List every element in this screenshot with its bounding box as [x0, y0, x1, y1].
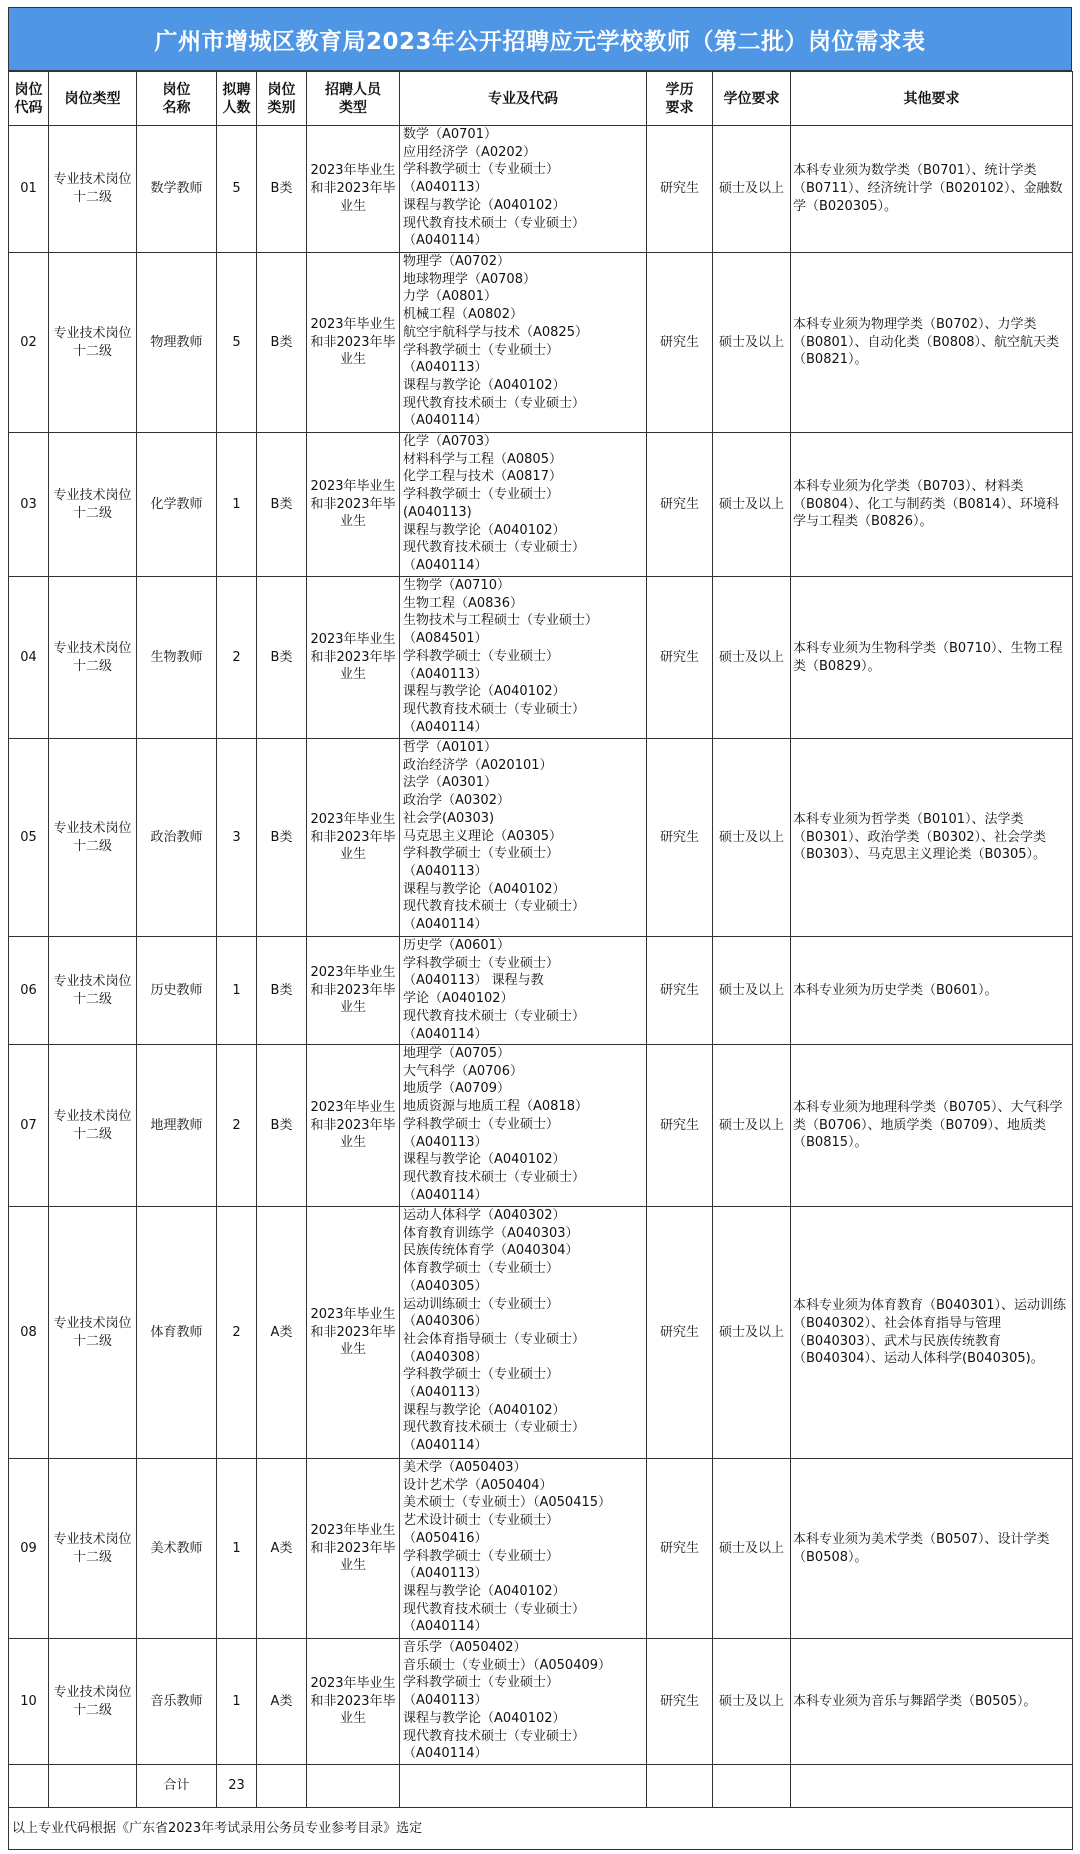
position-type-cell: 专业技术岗位十二级	[49, 577, 137, 739]
column-header-line: 学位要求	[723, 90, 780, 107]
column-header-line: 专业及代码	[488, 90, 558, 107]
personnel-type-cell: 2023年毕业生和非2023年毕业生	[307, 1459, 400, 1639]
degree-requirement-cell: 硕士及以上	[713, 126, 791, 253]
table-row	[9, 253, 1073, 433]
majors-and-codes-cell: 地理学（A0705） 大气科学（A0706） 地质学（A0709） 地质资源与地质工程（A0818） 学科教学硕士（专业硕士） （A040113） 课程与教学论（A040102） 现代教育技术硕士（专业硕士） （A040114）	[400, 1045, 647, 1207]
column-header-line: 代码	[14, 99, 43, 116]
degree-requirement-cell: 硕士及以上	[713, 937, 791, 1045]
other-requirements-cell: 本科专业须为哲学类（B0101）、法学类（B0301）、政治学类（B0302）、社会学类（B0303）、马克思主义理论类（B0305）。	[791, 739, 1073, 937]
table-row	[9, 126, 1073, 253]
degree-requirement-cell: 硕士及以上	[713, 433, 791, 577]
position-type-cell: 专业技术岗位十二级	[49, 433, 137, 577]
column-header-line: 招聘人员	[325, 81, 381, 98]
education-requirement-cell: 研究生	[647, 433, 713, 577]
degree-requirement-cell: 硕士及以上	[713, 1639, 791, 1765]
column-header-line: 类型	[339, 99, 367, 116]
personnel-type-cell: 2023年毕业生和非2023年毕业生	[307, 739, 400, 937]
position-name-cell: 政治教师	[137, 739, 217, 937]
table-row	[9, 433, 1073, 577]
other-requirements-cell: 本科专业须为体育教育（B040301）、运动训练（B040302）、社会体育指导与管理（B040303）、武术与民族传统教育（B040304）、运动人体科学(B040305)。	[791, 1207, 1073, 1459]
education-requirement-cell: 研究生	[647, 1207, 713, 1459]
table-row	[9, 1459, 1073, 1639]
position-type-cell: 专业技术岗位十二级	[49, 1639, 137, 1765]
other-requirements-cell: 本科专业须为生物科学类（B0710）、生物工程类（B0829）。	[791, 577, 1073, 739]
position-code-cell: 05	[9, 739, 49, 937]
table-row	[9, 577, 1073, 739]
majors-and-codes-cell: 生物学（A0710） 生物工程（A0836） 生物技术与工程硕士（专业硕士） （A084501） 学科教学硕士（专业硕士） （A040113） 课程与教学论（A040102） 现代教育技术硕士（专业硕士） （A040114）	[400, 577, 647, 739]
majors-and-codes-cell: 物理学（A0702） 地球物理学（A0708） 力学（A0801） 机械工程（A0802） 航空宇航科学与技术（A0825） 学科教学硕士（专业硕士） （A040113） 课程与教学论（A040102） 现代教育技术硕士（专业硕士） （A040114）	[400, 253, 647, 433]
position-code-cell: 01	[9, 126, 49, 253]
hire-count-cell: 3	[217, 739, 257, 937]
majors-and-codes-cell: 音乐学（A050402） 音乐硕士（专业硕士）（A050409） 学科教学硕士（专业硕士） （A040113） 课程与教学论（A040102） 现代教育技术硕士（专业硕士） （A040114）	[400, 1639, 647, 1765]
degree-requirement-cell: 硕士及以上	[713, 1459, 791, 1639]
position-category-cell: B类	[257, 1045, 307, 1207]
position-code-cell: 10	[9, 1639, 49, 1765]
total-row	[9, 1765, 1073, 1808]
position-type-cell: 专业技术岗位十二级	[49, 253, 137, 433]
majors-and-codes-cell: 哲学（A0101） 政治经济学（A020101） 法学（A0301） 政治学（A0302） 社会学(A0303) 马克思主义理论（A0305） 学科教学硕士（专业硕士） （A040113） 课程与教学论（A040102） 现代教育技术硕士（专业硕士） （A040114）	[400, 739, 647, 937]
column-header-line: 类别	[267, 99, 296, 116]
hire-count-cell: 1	[217, 433, 257, 577]
empty-cell	[713, 1765, 791, 1808]
column-header-line: 岗位	[14, 81, 43, 98]
column-header-line: 要求	[665, 99, 694, 116]
column-header-line: 岗位类型	[64, 90, 121, 107]
column-header	[791, 72, 1073, 126]
majors-and-codes-cell: 化学（A0703） 材料科学与工程（A0805） 化学工程与技术（A0817） 学科教学硕士（专业硕士） (A040113) 课程与教学论（A040102） 现代教育技术硕士（专业硕士） （A040114）	[400, 433, 647, 577]
degree-requirement-cell: 硕士及以上	[713, 577, 791, 739]
column-header-line: 学历	[665, 81, 694, 98]
education-requirement-cell: 研究生	[647, 253, 713, 433]
education-requirement-cell: 研究生	[647, 937, 713, 1045]
column-header-line: 拟聘	[222, 81, 251, 98]
other-requirements-cell: 本科专业须为物理学类（B0702）、力学类（B0801）、自动化类（B0808）、航空航天类（B0821）。	[791, 253, 1073, 433]
personnel-type-cell: 2023年毕业生和非2023年毕业生	[307, 1207, 400, 1459]
table-row	[9, 1207, 1073, 1459]
total-count: 23	[217, 1765, 257, 1808]
hire-count-cell: 1	[217, 1639, 257, 1765]
column-header	[307, 72, 400, 126]
majors-and-codes-cell: 美术学（A050403） 设计艺术学（A050404） 美术硕士（专业硕士）（A050415） 艺术设计硕士（专业硕士） （A050416） 学科教学硕士（专业硕士） （A040113） 课程与教学论（A040102） 现代教育技术硕士（专业硕士） （A040114）	[400, 1459, 647, 1639]
footnote: 以上专业代码根据《广东省2023年考试录用公务员专业参考目录》选定	[9, 1808, 1073, 1850]
empty-cell	[307, 1765, 400, 1808]
position-name-cell: 生物教师	[137, 577, 217, 739]
personnel-type-cell: 2023年毕业生和非2023年毕业生	[307, 937, 400, 1045]
empty-cell	[791, 1765, 1073, 1808]
column-header-line: 人数	[222, 99, 251, 116]
hire-count-cell: 5	[217, 126, 257, 253]
majors-and-codes-cell: 运动人体科学（A040302） 体育教育训练学（A040303） 民族传统体育学（A040304） 体育教学硕士（专业硕士） （A040305） 运动训练硕士（专业硕士） （A040306） 社会体育指导硕士（专业硕士） （A040308） 学科教学硕士（专业硕士） （A040113） 课程与教学论（A040102） 现代教育技术硕士（专业硕士） （A040114）	[400, 1207, 647, 1459]
hire-count-cell: 2	[217, 1207, 257, 1459]
position-name-cell: 历史教师	[137, 937, 217, 1045]
position-category-cell: B类	[257, 126, 307, 253]
personnel-type-cell: 2023年毕业生和非2023年毕业生	[307, 1639, 400, 1765]
hire-count-cell: 1	[217, 1459, 257, 1639]
personnel-type-cell: 2023年毕业生和非2023年毕业生	[307, 433, 400, 577]
position-type-cell: 专业技术岗位十二级	[49, 1207, 137, 1459]
position-type-cell: 专业技术岗位十二级	[49, 1459, 137, 1639]
position-name-cell: 体育教师	[137, 1207, 217, 1459]
degree-requirement-cell: 硕士及以上	[713, 1045, 791, 1207]
position-type-cell: 专业技术岗位十二级	[49, 937, 137, 1045]
total-label: 合计	[137, 1765, 217, 1808]
column-header	[400, 72, 647, 126]
job-requirements-table	[8, 71, 1073, 1850]
position-code-cell: 02	[9, 253, 49, 433]
recruitment-table-sheet	[8, 7, 1072, 1845]
position-type-cell: 专业技术岗位十二级	[49, 1045, 137, 1207]
column-header	[257, 72, 307, 126]
empty-cell	[9, 1765, 49, 1808]
personnel-type-cell: 2023年毕业生和非2023年毕业生	[307, 253, 400, 433]
page-title: 广州市增城区教育局2023年公开招聘应元学校教师（第二批）岗位需求表	[8, 7, 1072, 71]
position-name-cell: 数学教师	[137, 126, 217, 253]
education-requirement-cell: 研究生	[647, 1459, 713, 1639]
personnel-type-cell: 2023年毕业生和非2023年毕业生	[307, 126, 400, 253]
column-header-line: 名称	[162, 99, 191, 116]
position-category-cell: B类	[257, 433, 307, 577]
hire-count-cell: 2	[217, 1045, 257, 1207]
education-requirement-cell: 研究生	[647, 1045, 713, 1207]
position-code-cell: 08	[9, 1207, 49, 1459]
other-requirements-cell: 本科专业须为历史学类（B0601）。	[791, 937, 1073, 1045]
other-requirements-cell: 本科专业须为音乐与舞蹈学类（B0505）。	[791, 1639, 1073, 1765]
column-header	[49, 72, 137, 126]
education-requirement-cell: 研究生	[647, 1639, 713, 1765]
other-requirements-cell: 本科专业须为化学类（B0703）、材料类（B0804）、化工与制药类（B0814）、环境科学与工程类（B0826）。	[791, 433, 1073, 577]
other-requirements-cell: 本科专业须为地理科学类（B0705）、大气科学类（B0706）、地质学类（B0709）、地质类（B0815）。	[791, 1045, 1073, 1207]
column-header-line: 其他要求	[903, 90, 960, 107]
position-code-cell: 04	[9, 577, 49, 739]
hire-count-cell: 1	[217, 937, 257, 1045]
column-header	[713, 72, 791, 126]
note-row	[9, 1808, 1073, 1850]
hire-count-cell: 5	[217, 253, 257, 433]
column-header	[647, 72, 713, 126]
header-row	[9, 72, 1073, 126]
position-category-cell: B类	[257, 937, 307, 1045]
position-name-cell: 物理教师	[137, 253, 217, 433]
position-category-cell: B类	[257, 253, 307, 433]
position-name-cell: 化学教师	[137, 433, 217, 577]
degree-requirement-cell: 硕士及以上	[713, 1207, 791, 1459]
other-requirements-cell: 本科专业须为美术学类（B0507）、设计学类（B0508）。	[791, 1459, 1073, 1639]
education-requirement-cell: 研究生	[647, 126, 713, 253]
column-header	[137, 72, 217, 126]
table-row	[9, 1045, 1073, 1207]
position-category-cell: A类	[257, 1459, 307, 1639]
table-row	[9, 1639, 1073, 1765]
position-code-cell: 09	[9, 1459, 49, 1639]
position-code-cell: 03	[9, 433, 49, 577]
personnel-type-cell: 2023年毕业生和非2023年毕业生	[307, 577, 400, 739]
column-header	[9, 72, 49, 126]
education-requirement-cell: 研究生	[647, 577, 713, 739]
empty-cell	[647, 1765, 713, 1808]
degree-requirement-cell: 硕士及以上	[713, 253, 791, 433]
education-requirement-cell: 研究生	[647, 739, 713, 937]
position-code-cell: 07	[9, 1045, 49, 1207]
other-requirements-cell: 本科专业须为数学类（B0701）、统计学类（B0711）、经济统计学（B020102）、金融数学（B020305）。	[791, 126, 1073, 253]
personnel-type-cell: 2023年毕业生和非2023年毕业生	[307, 1045, 400, 1207]
empty-cell	[49, 1765, 137, 1808]
position-name-cell: 美术教师	[137, 1459, 217, 1639]
position-name-cell: 音乐教师	[137, 1639, 217, 1765]
majors-and-codes-cell: 历史学（A0601） 学科教学硕士（专业硕士） （A040113） 课程与教 学论（A040102） 现代教育技术硕士（专业硕士） （A040114）	[400, 937, 647, 1045]
column-header-line: 岗位	[267, 81, 296, 98]
column-header	[217, 72, 257, 126]
empty-cell	[400, 1765, 647, 1808]
majors-and-codes-cell: 数学（A0701） 应用经济学（A0202） 学科教学硕士（专业硕士） （A040113） 课程与教学论（A040102） 现代教育技术硕士（专业硕士） （A040114）	[400, 126, 647, 253]
position-code-cell: 06	[9, 937, 49, 1045]
position-type-cell: 专业技术岗位十二级	[49, 126, 137, 253]
empty-cell	[257, 1765, 307, 1808]
column-header-line: 岗位	[162, 81, 191, 98]
position-category-cell: A类	[257, 1207, 307, 1459]
position-name-cell: 地理教师	[137, 1045, 217, 1207]
position-category-cell: B类	[257, 577, 307, 739]
position-category-cell: A类	[257, 1639, 307, 1765]
position-type-cell: 专业技术岗位十二级	[49, 739, 137, 937]
table-row	[9, 739, 1073, 937]
position-category-cell: B类	[257, 739, 307, 937]
degree-requirement-cell: 硕士及以上	[713, 739, 791, 937]
hire-count-cell: 2	[217, 577, 257, 739]
table-row	[9, 937, 1073, 1045]
